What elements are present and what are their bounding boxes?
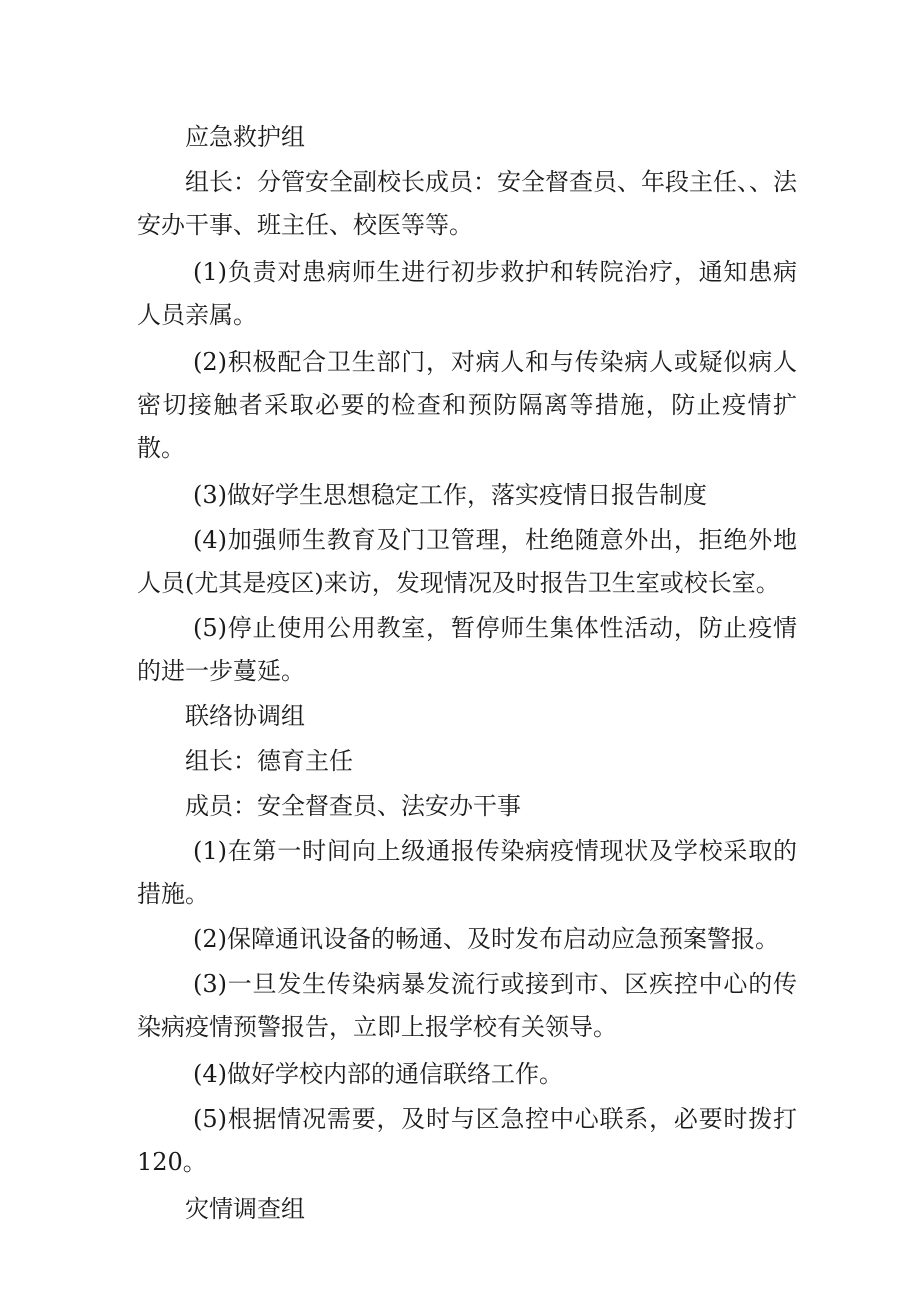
document-body [137,116,797,1231]
emergency-item-3: (3)做好学生思想稳定工作，落实疫情日报告制度 [193,481,707,509]
liaison-item-1: (1)在第一时间向上级通报传染病疫情现状及学校采取的措施。 [137,837,797,908]
liaison-item-4: (4)做好学校内部的通信联络工作。 [193,1060,563,1088]
liaison-item-5: (5)根据情况需要，及时与区急控中心联系，必要时拨打120。 [137,1105,797,1176]
emergency-item-2: (2)积极配合卫生部门，对病人和与传染病人或疑似病人密切接触者采取必要的检查和预防隔离等措施，防止疫情扩散。 [137,348,797,462]
emergency-leader-members: 组长：分管安全副校长成员：安全督查员、年段主任、、法安办干事、班主任、校医等等。 [137,168,797,239]
section-title-emergency: 应急救护组 [185,123,305,151]
liaison-members: 成员：安全督查员、法安办干事 [185,792,521,820]
emergency-item-4: (4)加强师生教育及门卫管理，杜绝随意外出，拒绝外地人员(尤其是疫区)来访，发现情况及时报告卫生室或校长室。 [137,526,797,597]
liaison-item-3: (3)一旦发生传染病暴发流行或接到市、区疾控中心的传染病疫情预警报告，立即上报学校有关领导。 [137,970,797,1041]
emergency-item-5: (5)停止使用公用教室，暂停师生集体性活动，防止疫情的进一步蔓延。 [137,614,797,685]
liaison-leader: 组长：德育主任 [185,747,353,775]
section-title-liaison: 联络协调组 [185,702,305,730]
liaison-item-2: (2)保障通讯设备的畅通、及时发布启动应急预案警报。 [193,925,779,953]
emergency-item-1: (1)负责对患病师生进行初步救护和转院治疗，通知患病人员亲属。 [137,258,797,329]
section-title-investigation: 灾情调查组 [185,1195,305,1223]
